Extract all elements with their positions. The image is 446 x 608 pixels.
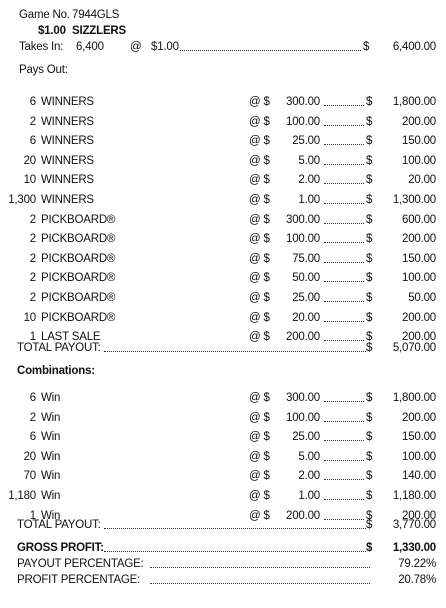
row-currency: $	[366, 252, 373, 265]
row-currency: $	[366, 115, 373, 128]
row-value: 300.00	[286, 96, 320, 108]
row-total: 150.00	[402, 431, 436, 444]
row-leader	[324, 262, 364, 263]
row-label: Win	[41, 490, 61, 502]
row-count: 2	[29, 233, 36, 246]
row-count: 1,300	[8, 194, 36, 206]
row-label: WINNERS	[41, 135, 94, 148]
row-leader	[324, 164, 364, 165]
gross-profit-label: GROSS PROFIT:	[17, 542, 104, 554]
table-row	[0, 213, 446, 227]
row-count: 2	[29, 115, 36, 128]
row-count: 2	[29, 411, 36, 424]
row-label: PICKBOARD®	[41, 272, 116, 285]
takes-in-at: @	[130, 41, 142, 53]
row-at: @ $	[249, 431, 270, 444]
table-row	[0, 291, 446, 305]
row-count: 20	[23, 154, 36, 167]
row-leader	[324, 440, 364, 441]
row-count: 6	[29, 431, 36, 444]
row-label: WINNERS	[41, 96, 94, 108]
row-leader	[324, 144, 364, 145]
row-total: 1,800.00	[392, 392, 436, 404]
row-value: 100.00	[286, 411, 320, 424]
row-at: @ $	[249, 470, 270, 483]
row-leader	[324, 125, 364, 126]
row-label: PICKBOARD®	[41, 233, 116, 246]
row-leader	[324, 499, 364, 500]
row-total: 150.00	[402, 252, 436, 265]
row-currency: $	[366, 490, 373, 502]
row-value: 200.00	[286, 509, 320, 522]
row-currency: $	[366, 154, 373, 167]
table-row	[0, 430, 446, 444]
row-value: 1.00	[298, 194, 320, 206]
row-at: @ $	[249, 272, 270, 285]
row-total: 200.00	[402, 509, 436, 522]
profit-percentage-value: 20.78%	[398, 574, 436, 586]
row-value: 20.00	[292, 311, 320, 324]
row-count: 2	[29, 292, 36, 304]
row-leader	[324, 105, 364, 106]
row-label: Win	[41, 411, 61, 424]
table-row	[0, 311, 446, 325]
payout-percentage-label: PAYOUT PERCENTAGE:	[17, 558, 144, 570]
row-at: @ $	[249, 490, 270, 502]
row-count: 2	[29, 272, 36, 285]
takes-in-total: 6,400.00	[392, 41, 436, 53]
row-count: 10	[23, 174, 36, 187]
row-total: 200.00	[402, 411, 436, 424]
row-at: @ $	[249, 509, 270, 522]
table-row	[0, 193, 446, 207]
row-currency: $	[366, 135, 373, 148]
combinations-title: Combinations:	[17, 365, 95, 377]
row-total: 200.00	[402, 311, 436, 324]
combo-total-label: TOTAL PAYOUT:	[17, 519, 101, 531]
table-row	[0, 271, 446, 285]
row-label: PICKBOARD®	[41, 311, 116, 324]
row-at: @ $	[249, 194, 270, 206]
row-label: Win	[41, 431, 61, 444]
payout-total-currency: $	[366, 342, 373, 354]
table-row	[0, 489, 446, 503]
row-count: 1	[29, 509, 36, 522]
row-leader	[324, 421, 364, 422]
row-leader	[324, 321, 364, 322]
row-total: 1,300.00	[392, 194, 436, 206]
row-at: @ $	[249, 292, 270, 304]
row-leader	[324, 281, 364, 282]
row-value: 5.00	[298, 154, 320, 167]
table-row	[0, 115, 446, 129]
row-currency: $	[366, 431, 373, 444]
row-at: @ $	[249, 213, 270, 226]
row-currency: $	[366, 292, 373, 304]
payout-percentage-value: 79.22%	[398, 558, 436, 570]
row-count: 2	[29, 213, 36, 226]
row-label: WINNERS	[41, 115, 94, 128]
takes-in-count: 6,400	[76, 41, 104, 53]
row-value: 25.00	[292, 135, 320, 148]
row-leader	[324, 203, 364, 204]
pays-out-title: Pays Out:	[19, 64, 68, 76]
row-at: @ $	[249, 450, 270, 463]
row-at: @ $	[249, 252, 270, 265]
row-total: 600.00	[402, 213, 436, 226]
row-currency: $	[366, 470, 373, 483]
table-row	[0, 450, 446, 464]
row-label: WINNERS	[41, 174, 94, 187]
row-at: @ $	[249, 115, 270, 128]
row-leader	[324, 223, 364, 224]
row-value: 5.00	[298, 450, 320, 463]
payout-total-leader	[104, 351, 366, 352]
table-row	[0, 411, 446, 425]
row-label: LAST SALE	[41, 331, 101, 344]
combo-total-currency: $	[366, 519, 373, 531]
table-row	[0, 232, 446, 246]
row-at: @ $	[249, 392, 270, 404]
row-label: Win	[41, 470, 61, 483]
table-row	[0, 173, 446, 187]
row-at: @ $	[249, 96, 270, 108]
table-row	[0, 469, 446, 483]
payout-total-label: TOTAL PAYOUT:	[17, 342, 101, 354]
row-count: 70	[23, 470, 36, 483]
row-currency: $	[366, 450, 373, 463]
row-value: 200.00	[286, 331, 320, 344]
row-total: 200.00	[402, 233, 436, 246]
row-currency: $	[366, 392, 373, 404]
combo-total-value: 3,770.00	[392, 519, 436, 531]
profit-percentage-leader	[150, 583, 370, 584]
row-at: @ $	[249, 233, 270, 246]
row-currency: $	[366, 174, 373, 187]
row-leader	[324, 242, 364, 243]
row-label: PICKBOARD®	[41, 213, 116, 226]
row-value: 100.00	[286, 115, 320, 128]
row-count: 1,180	[8, 490, 36, 502]
row-label: WINNERS	[41, 154, 94, 167]
row-total: 20.00	[408, 174, 436, 187]
row-currency: $	[366, 213, 373, 226]
row-currency: $	[366, 331, 373, 344]
takes-in-currency: $	[363, 41, 370, 53]
row-at: @ $	[249, 135, 270, 148]
gross-profit-currency: $	[366, 542, 373, 554]
row-count: 1	[29, 331, 36, 344]
row-value: 2.00	[298, 470, 320, 483]
table-row	[0, 134, 446, 148]
game-number-label: Game No.	[19, 9, 70, 21]
row-currency: $	[366, 194, 373, 206]
payout-total-value: 5,070.00	[392, 342, 436, 354]
row-value: 300.00	[286, 213, 320, 226]
takes-in-price: $1.00	[151, 41, 179, 53]
row-currency: $	[366, 411, 373, 424]
row-value: 2.00	[298, 174, 320, 187]
row-count: 6	[29, 135, 36, 148]
row-value: 100.00	[286, 233, 320, 246]
row-leader	[324, 301, 364, 302]
profit-percentage-label: PROFIT PERCENTAGE:	[17, 574, 141, 586]
row-currency: $	[366, 96, 373, 108]
row-value: 75.00	[292, 252, 320, 265]
combo-total-leader	[104, 528, 366, 529]
row-currency: $	[366, 233, 373, 246]
row-label: Win	[41, 450, 61, 463]
row-total: 150.00	[402, 135, 436, 148]
game-name: SIZZLERS	[72, 25, 126, 37]
row-at: @ $	[249, 411, 270, 424]
row-value: 25.00	[292, 292, 320, 304]
row-total: 100.00	[402, 154, 436, 167]
row-leader	[324, 401, 364, 402]
row-value: 50.00	[292, 272, 320, 285]
row-value: 25.00	[292, 431, 320, 444]
row-count: 10	[23, 311, 36, 324]
row-leader	[324, 340, 364, 341]
table-row	[0, 154, 446, 168]
row-count: 6	[29, 392, 36, 404]
game-price: $1.00	[38, 25, 66, 37]
gross-profit-leader	[104, 551, 366, 552]
gross-profit-value: 1,330.00	[392, 542, 436, 554]
row-leader	[324, 479, 364, 480]
row-count: 2	[29, 252, 36, 265]
table-row	[0, 95, 446, 109]
row-leader	[324, 183, 364, 184]
row-total: 200.00	[402, 331, 436, 344]
row-label: WINNERS	[41, 194, 94, 206]
row-total: 50.00	[408, 292, 436, 304]
row-leader	[324, 519, 364, 520]
takes-in-leader	[180, 50, 361, 51]
row-at: @ $	[249, 174, 270, 187]
takes-in-label: Takes In:	[19, 41, 64, 53]
row-count: 20	[23, 450, 36, 463]
game-number-value: 7944GLS	[72, 9, 120, 21]
row-label: PICKBOARD®	[41, 292, 116, 304]
row-total: 100.00	[402, 450, 436, 463]
table-row	[0, 252, 446, 266]
row-total: 1,180.00	[392, 490, 436, 502]
row-value: 1.00	[298, 490, 320, 502]
payout-percentage-leader	[150, 567, 370, 568]
row-total: 100.00	[402, 272, 436, 285]
row-count: 6	[29, 96, 36, 108]
row-currency: $	[366, 509, 373, 522]
row-leader	[324, 460, 364, 461]
row-total: 200.00	[402, 115, 436, 128]
row-total: 1,800.00	[392, 96, 436, 108]
row-currency: $	[366, 311, 373, 324]
table-row	[0, 391, 446, 405]
row-currency: $	[366, 272, 373, 285]
row-label: Win	[41, 392, 61, 404]
row-at: @ $	[249, 311, 270, 324]
row-value: 300.00	[286, 392, 320, 404]
row-label: PICKBOARD®	[41, 252, 116, 265]
row-label: Win	[41, 509, 61, 522]
row-at: @ $	[249, 331, 270, 344]
row-at: @ $	[249, 154, 270, 167]
row-total: 140.00	[402, 470, 436, 483]
